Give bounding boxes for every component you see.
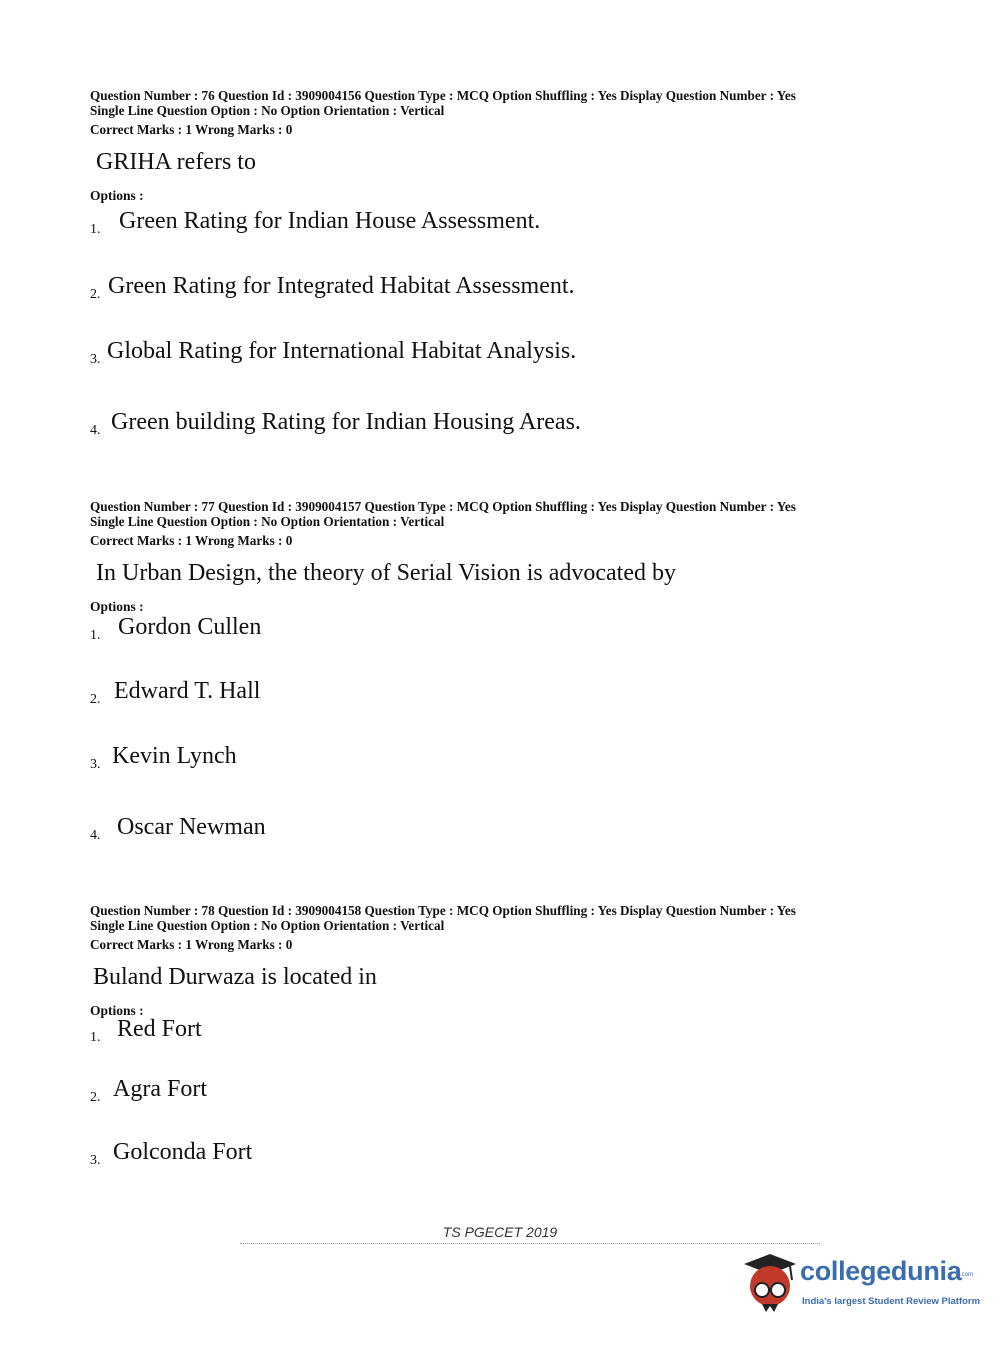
option-number: 2. <box>90 692 101 707</box>
option-number: 2. <box>90 287 101 302</box>
option-text: Red Fort <box>117 1016 202 1042</box>
options-label: Options : <box>90 187 144 203</box>
logo-wordmark: collegedunia <box>800 1256 962 1286</box>
question-meta: Single Line Question Option : No Option Orientation : Vertical <box>90 102 445 118</box>
option-text: Gordon Cullen <box>118 614 262 640</box>
option-number: 1. <box>90 628 101 643</box>
option-number: 3. <box>90 352 101 367</box>
option-number: 4. <box>90 828 101 843</box>
question-marks: Correct Marks : 1 Wrong Marks : 0 <box>90 937 293 952</box>
option-number: 1. <box>90 1030 101 1045</box>
option-number: 1. <box>90 222 101 237</box>
question-text: GRIHA refers to <box>96 148 256 175</box>
option-text: Oscar Newman <box>117 814 266 840</box>
option-number: 3. <box>90 1153 101 1168</box>
option-text: Green Rating for Indian House Assessment. <box>119 208 541 234</box>
question-meta: Question Number : 77 Question Id : 3909004157 Question Type : MCQ Option Shuffling : Yes Display Question Number : Yes <box>90 499 796 514</box>
option-number: 2. <box>90 1090 101 1105</box>
options-label: Options : <box>90 598 144 614</box>
question-78 <box>90 903 910 1168</box>
option-text: Kevin Lynch <box>112 743 237 769</box>
question-text: In Urban Design, the theory of Serial Vision is advocated by <box>96 559 676 586</box>
question-77 <box>90 499 910 843</box>
option-number: 3. <box>90 757 101 772</box>
graduate-mascot-icon <box>740 1250 800 1320</box>
question-meta: Question Number : 76 Question Id : 3909004156 Question Type : MCQ Option Shuffling : Yes Display Question Number : Yes <box>90 88 796 103</box>
question-meta: Question Number : 78 Question Id : 3909004158 Question Type : MCQ Option Shuffling : Yes Display Question Number : Yes <box>90 903 796 918</box>
option-text: Edward T. Hall <box>114 678 261 704</box>
question-meta: Single Line Question Option : No Option Orientation : Vertical <box>90 513 445 529</box>
options-label: Options : <box>90 1002 144 1018</box>
question-meta: Single Line Question Option : No Option Orientation : Vertical <box>90 917 445 933</box>
footer-divider <box>240 1243 820 1246</box>
question-marks: Correct Marks : 1 Wrong Marks : 0 <box>90 122 293 137</box>
option-text: Golconda Fort <box>113 1139 253 1165</box>
logo-tagline: India's largest Student Review Platform <box>802 1296 981 1307</box>
option-text: Green Rating for Integrated Habitat Assessment. <box>108 273 575 299</box>
option-text: Agra Fort <box>113 1076 207 1102</box>
option-text: Green building Rating for Indian Housing Areas. <box>111 409 581 435</box>
option-number: 4. <box>90 423 101 438</box>
question-text: Buland Durwaza is located in <box>93 963 377 990</box>
question-marks: Correct Marks : 1 Wrong Marks : 0 <box>90 533 293 548</box>
option-text: Global Rating for International Habitat Analysis. <box>107 338 577 364</box>
logo-domain-suffix: .com <box>960 1272 974 1278</box>
exam-title: TS PGECET 2019 <box>442 1224 558 1240</box>
question-76 <box>90 88 910 438</box>
collegedunia-logo[interactable] <box>740 1250 981 1320</box>
